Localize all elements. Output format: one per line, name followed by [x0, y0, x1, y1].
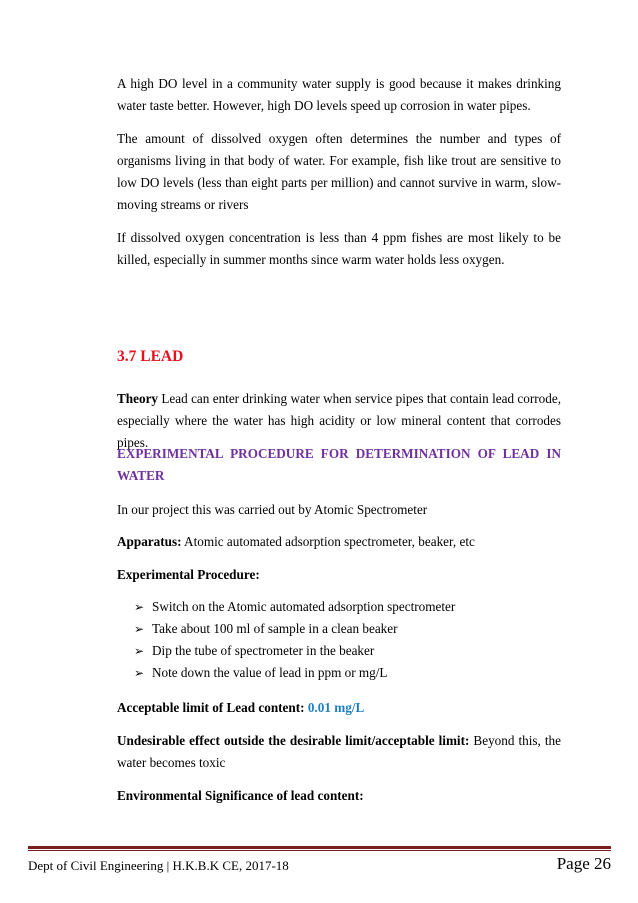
procedure-heading-line2: WATER [117, 468, 165, 483]
exp-procedure-label-text: Experimental Procedure: [117, 567, 260, 582]
footer-divider-thin [28, 850, 611, 851]
page-number: Page 26 [556, 854, 611, 873]
procedure-heading [117, 443, 561, 487]
limit-value: 0.01 mg/L [307, 700, 365, 715]
list-item [134, 596, 554, 618]
list-item [134, 640, 554, 662]
list-item [134, 662, 554, 684]
procedure-steps-list [134, 596, 554, 684]
arrow-bullet-icon: ➢ [134, 600, 145, 614]
paragraph-dissolved-oxygen: The amount of dissolved oxygen often determines the number and types of organisms living in that body of water. For example, fish like trout are sensitive to low DO levels (less than eight parts per million) and cannot survive in warm, slow-moving streams or rivers [117, 131, 561, 212]
undesirable-text: Beyond this, the water becomes toxic [117, 733, 561, 770]
limit-label: Acceptable limit of Lead content: [117, 700, 305, 715]
procedure-heading-line1: EXPERIMENTAL PROCEDURE FOR DETERMINATION OF LEAD IN [117, 446, 561, 461]
apparatus-text: Atomic automated adsorption spectrometer, beaker, etc [181, 534, 475, 549]
list-item [134, 618, 554, 640]
apparatus-label: Apparatus: [117, 534, 182, 549]
footer-department: Dept of Civil Engineering | H.K.B.K CE, 2017-18 [28, 858, 289, 873]
project-text: In our project this was carried out by Atomic Spectrometer [117, 502, 428, 517]
step-text: Take about 100 ml of sample in a clean beaker [152, 621, 398, 636]
undesirable-label: Undesirable effect outside the desirable limit/acceptable limit: [117, 733, 470, 748]
theory-label: Theory [117, 391, 159, 406]
environmental-significance-label [117, 785, 561, 807]
paragraph-do-concentration: If dissolved oxygen concentration is less than 4 ppm fishes are most likely to be killed, especially in summer months since warm water holds less oxygen. [117, 230, 561, 267]
apparatus-paragraph [117, 531, 561, 553]
acceptable-limit-paragraph [117, 697, 561, 719]
arrow-bullet-icon: ➢ [134, 622, 145, 636]
step-text: Dip the tube of spectrometer in the beaker [152, 643, 375, 658]
step-text: Note down the value of lead in ppm or mg/L [152, 665, 388, 680]
experimental-procedure-label [117, 564, 561, 586]
arrow-bullet-icon: ➢ [134, 644, 145, 658]
arrow-bullet-icon: ➢ [134, 666, 145, 680]
theory-text: Lead can enter drinking water when service pipes that contain lead corrode, especially where the water has high acidity or low mineral content that corrodes pipes. [117, 391, 561, 450]
env-label-text: Environmental Significance of lead content: [117, 788, 364, 803]
undesirable-effect-paragraph [117, 730, 561, 774]
footer-divider [28, 846, 611, 849]
paragraph-do-level: A high DO level in a community water supply is good because it makes drinking water taste better. However, high DO levels speed up corrosion in water pipes. [117, 76, 561, 113]
section-heading: 3.7 LEAD [117, 348, 184, 365]
step-text: Switch on the Atomic automated adsorption spectrometer [152, 599, 456, 614]
